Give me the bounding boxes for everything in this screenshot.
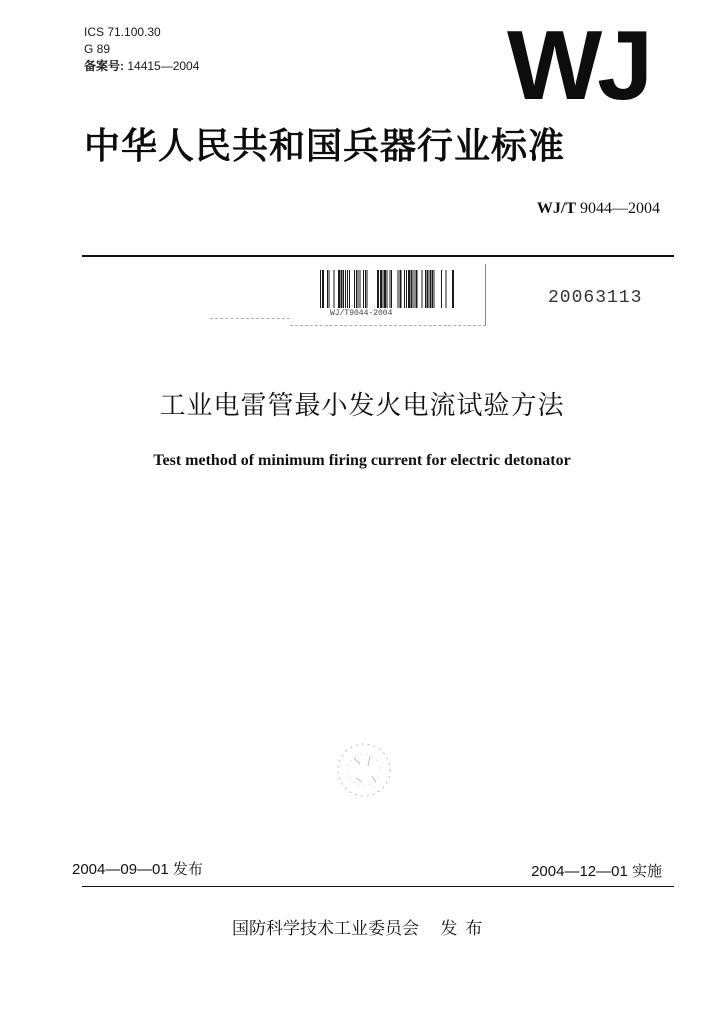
document-title-en: Test method of minimum firing current for electric detonator <box>153 452 571 469</box>
effective-date: 2004—12—01 实施 <box>531 863 662 880</box>
standard-code <box>537 200 660 218</box>
wj-logo: WJ <box>506 10 649 120</box>
barcode-bar <box>411 270 413 308</box>
barcode-bar <box>363 270 364 308</box>
barcode-bar <box>322 270 324 308</box>
barcode-bar <box>327 270 328 308</box>
barcode-bar <box>341 270 343 308</box>
barcode-bar <box>425 270 426 308</box>
barcode-bar <box>367 270 368 308</box>
barcode-bar <box>404 270 405 308</box>
record-number-line <box>84 58 199 75</box>
barcode-bar <box>377 270 379 308</box>
barcode-bar <box>358 270 359 308</box>
barcode-bar <box>408 270 410 308</box>
barcode-bar <box>360 270 361 308</box>
barcode-text: WJ/T9044-2004 <box>330 309 393 318</box>
barcode-bar <box>427 270 429 308</box>
barcode-bar <box>349 270 350 308</box>
barcode-bar <box>345 270 346 308</box>
issuing-authority <box>232 914 490 939</box>
barcode-bar <box>406 270 407 308</box>
barcode-bar <box>354 270 355 308</box>
barcode-bar <box>422 270 423 308</box>
barcode-bar <box>320 270 321 308</box>
classification-block <box>84 24 199 75</box>
barcode-bar <box>365 270 366 308</box>
barcode-bar <box>343 270 344 308</box>
barcode-bar <box>432 270 433 308</box>
barcode-bar <box>387 270 388 308</box>
standard-code-prefix: WJ/T <box>536 200 576 217</box>
barcode-bar <box>441 270 442 308</box>
standard-category-title: 中华人民共和国兵器行业标准 <box>84 126 566 167</box>
issuer-action: 发布 <box>440 919 491 939</box>
bottom-divider <box>82 886 674 887</box>
barcode-bar <box>334 270 335 308</box>
barcode-bar <box>356 270 357 308</box>
barcode-bar <box>434 270 435 308</box>
issue-date: 2004—09—01 发布 <box>72 861 203 878</box>
barcode-bar <box>383 270 384 308</box>
barcode-bar <box>380 270 382 308</box>
issuer-name: 国防科学技术工业委员会 <box>232 919 419 939</box>
dashed-cut-line <box>210 318 290 319</box>
ics-code: ICS 71.100.30 <box>84 25 161 39</box>
barcode-bar <box>398 270 399 308</box>
standard-code-number: 9044—2004 <box>580 200 660 217</box>
stamp-number: 20063113 <box>548 288 643 308</box>
barcode-bar <box>414 270 415 308</box>
barcode-label <box>290 264 486 326</box>
barcode-bar <box>329 270 330 308</box>
barcode-bar <box>452 270 454 308</box>
barcode-bar <box>430 270 432 308</box>
barcode-bar <box>338 270 340 308</box>
record-number: 14415—2004 <box>127 59 200 73</box>
barcode-icon <box>320 270 455 308</box>
faint-seal-stamp <box>332 738 396 802</box>
ccs-code: G 89 <box>84 42 111 56</box>
barcode-bar <box>390 270 391 308</box>
barcode-bar <box>416 270 418 308</box>
barcode-bar <box>347 270 348 308</box>
document-title-cn: 工业电雷管最小发火电流试验方法 <box>159 391 565 421</box>
top-divider <box>82 255 674 257</box>
barcode-bar <box>400 270 402 308</box>
barcode-bar <box>446 270 447 308</box>
barcode-bar <box>391 270 392 308</box>
barcode-bar <box>384 270 386 308</box>
record-label: 备案号: <box>84 59 124 73</box>
